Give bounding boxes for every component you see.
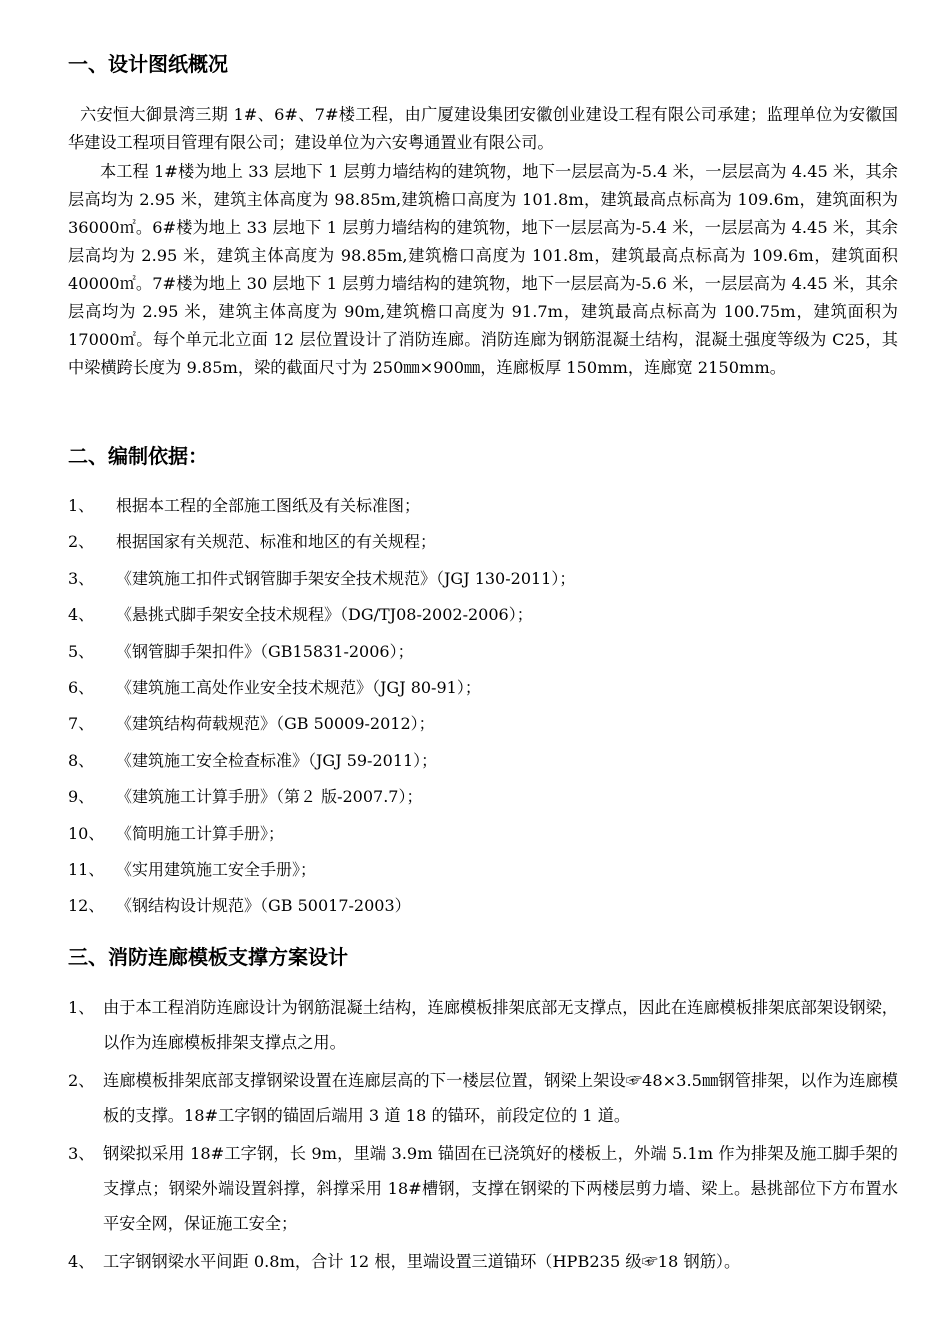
reference-list — [68, 495, 898, 932]
list-item: 3、 钢梁拟采用 18#工字钢，长 9m，里端 3.9m 锚固在已浇筑好的楼板上，外端 5.1m 作为排架及施工脚手架的支撑点；钢梁外端设置斜撑，斜撑采用 18#槽钢，支撑在钢梁的下两楼层剪力墙、梁上。悬挑部位下方布置水平安全网，保证施工安全； — [68, 1144, 898, 1233]
list-item: 5、 《钢管脚手架扣件》（GB15831-2006）； — [68, 641, 414, 661]
section-1-paragraph-2: 本工程 1#楼为地上 33 层地下 1 层剪力墙结构的建筑物，地下一层层高为-5.4 米，一层层高为 4.45 米，其余层高均为 2.95 米，建筑主体高度为 98.85m,建筑檐口高度为 101.8m，建筑最高点标高为 109.6m，建筑面积为 36000㎡。6#楼为地上 33 层地下 1 层剪力墙结构的建筑物，地下一层层高为-5.4 米，一层层高为 4.45 米，其余层高均为 2.95 米，建筑主体高度为 98.85m,建筑檐口高度为 101.8m，建筑最高点标高为 109.6m，建筑面积 40000㎡。7#楼为地上 30 层地下 1 层剪力墙结构的建筑物，地下一层层高为-5.6 米，一层层高为 4.45 米，其余层高均为 2.95 米，建筑主体高度为 90m,建筑檐口高度为 91.7m，建筑最高点标高为 100.75m，建筑面积为 17000㎡。每个单元北立面 12 层位置设计了消防连廊。消防连廊为钢筋混凝土结构，混凝土强度等级为 C25，其中梁横跨长度为 9.85m，梁的截面尺寸为 250㎜×900㎜，连廊板厚 150mm，连廊宽 2150mm。 — [68, 162, 898, 377]
section-1-paragraph-1: 六安恒大御景湾三期 1#、6#、7#楼工程，由广厦建设集团安徽创业建设工程有限公司承建；监理单位为安徽国华建设工程项目管理有限公司；建设单位为六安粤通置业有限公司。 — [68, 105, 898, 152]
section-2-title: 二、编制依据： — [68, 444, 208, 468]
list-item: 4、 工字钢钢梁水平间距 0.8m，合计 12 根，里端设置三道锚环（HPB235 级☞18 钢筋）。 — [68, 1252, 741, 1271]
list-item: 7、 《建筑结构荷载规范》（GB 50009-2012）； — [68, 714, 435, 734]
list-item: 4、 《悬挑式脚手架安全技术规程》（DG/TJ08-2002-2006）； — [68, 605, 533, 625]
section-3-title: 三、消防连廊模板支撑方案设计 — [68, 945, 348, 969]
list-item: 6、 《建筑施工高处作业安全技术规范》（JGJ 80-91）； — [68, 677, 481, 697]
list-item: 11、 《实用建筑施工安全手册》； — [68, 859, 317, 879]
list-item: 2、 连廊模板排架底部支撑钢梁设置在连廊层高的下一楼层位置，钢梁上架设☞48×3.5㎜钢管排架，以作为连廊模板的支撑。18#工字钢的锚固后端用 3 道 18 的锚环，前段定位的 1 道。 — [68, 1071, 898, 1125]
list-item: 12、 《钢结构设计规范》（GB 50017-2003） — [68, 896, 411, 916]
scheme-list — [68, 990, 898, 1282]
list-item: 1、 由于本工程消防连廊设计为钢筋混凝土结构，连廊模板排架底部无支撑点，因此在连廊模板排架底部架设钢梁，以作为连廊模板排架支撑点之用。 — [68, 998, 898, 1052]
list-item: 10、 《简明施工计算手册》； — [68, 823, 285, 843]
list-item: 2、 根据国家有关规范、标准和地区的有关规程； — [68, 532, 437, 552]
list-item: 1、 根据本工程的全部施工图纸及有关标准图； — [68, 496, 421, 515]
list-item: 8、 《建筑施工安全检查标准》（JGJ 59-2011）； — [68, 750, 438, 770]
section-1-title: 一、设计图纸概况 — [68, 52, 228, 76]
list-item: 9、 《建筑施工计算手册》（第２ 版-2007.7）； — [68, 787, 423, 807]
list-item: 3、 《建筑施工扣件式钢管脚手架安全技术规范》（JGJ 130-2011）； — [68, 568, 576, 588]
